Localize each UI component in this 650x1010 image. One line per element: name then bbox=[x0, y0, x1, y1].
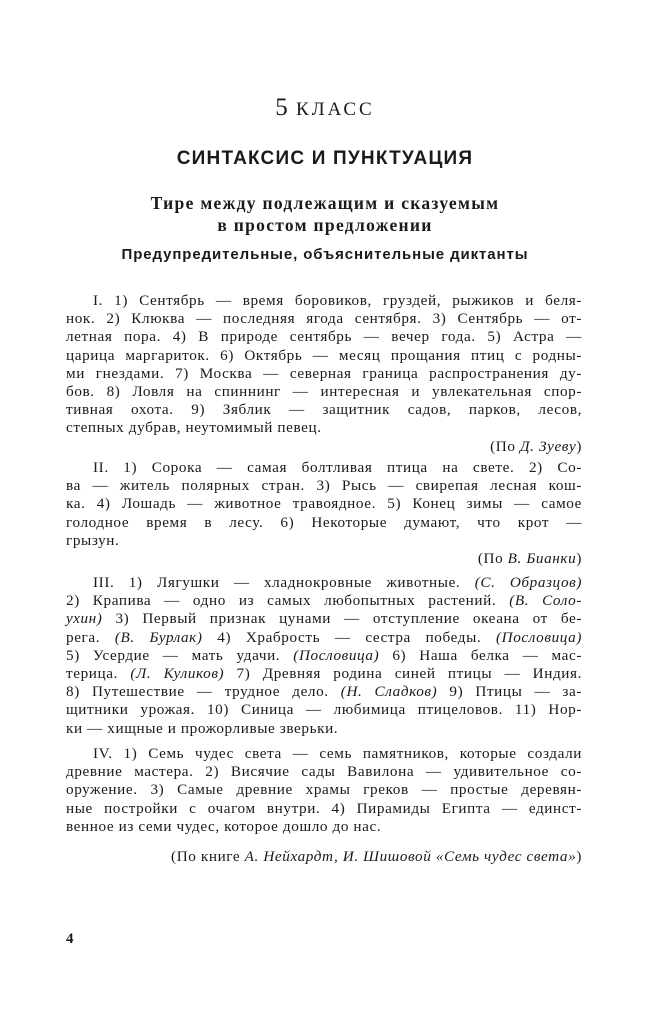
dictation-3 bbox=[66, 574, 582, 738]
source-attribution: (По Д. Зуеву) bbox=[490, 437, 582, 455]
topic-title-line-1: Тире между подлежащим и сказуемым bbox=[150, 193, 500, 213]
source-author: Д. Зуеву bbox=[519, 437, 577, 455]
text-line: венное из семи чудес, которое дошло до нас. bbox=[66, 817, 382, 835]
source-author: В. Бианки bbox=[507, 549, 577, 567]
source-attribution: (По книге А. Нейхардт, И. Шишовой «Семь чудес света») bbox=[171, 847, 582, 865]
dictation-1 bbox=[66, 292, 582, 456]
subtopic-title: Предупредительные, объяснительные диктанты bbox=[121, 246, 529, 263]
source-proverb: (Пословица) bbox=[496, 628, 582, 646]
text-line: ки — хищные и прожорливые зверьки. bbox=[66, 719, 339, 737]
text-line: III. 1) Лягушки — хладнокровные животные. (С. Образцов) bbox=[93, 574, 582, 591]
text-line: ми гнездами. 7) Москва — северная граница распространения ду- bbox=[66, 364, 582, 382]
text-line: ные постройки с очагом внутри. 4) Пирамиды Египта — единст- bbox=[66, 799, 582, 817]
text-line: царица маргариток. 6) Октябрь — месяц прощания птиц с родны- bbox=[66, 346, 582, 364]
text-line: щитники урожая. 10) Синица — любимица птицеловов. 11) Нор- bbox=[66, 701, 582, 719]
text-line: 2) Крапива — одно из самых любопытных растений. (В. Соло- bbox=[66, 592, 582, 610]
text-line: рега. (В. Бурлак) 4) Храбрость — сестра победы. (Пословица) bbox=[66, 628, 582, 646]
section-title: СИНТАКСИС И ПУНКТУАЦИЯ bbox=[176, 148, 474, 169]
source-author: (В. Бурлак) bbox=[114, 628, 203, 646]
source-author: (Н. Сладков) bbox=[340, 683, 438, 701]
grade-word: КЛАСС bbox=[296, 99, 375, 120]
text-line: II. 1) Сорока — самая болтливая птица на свете. 2) Со- bbox=[93, 459, 582, 476]
text-line: I. 1) Сентябрь — время боровиков, груздей, рыжиков и беля- bbox=[93, 292, 582, 309]
topic-title-line-2: в простом предложении bbox=[217, 215, 433, 235]
source-author: ухин) bbox=[66, 610, 103, 628]
text-line: голодное время в лесу. 6) Некоторые думают, что крот — bbox=[66, 513, 582, 531]
source-author: (В. Соло- bbox=[509, 592, 582, 610]
text-line: нок. 2) Клюква — последняя ягода сентября. 3) Сентябрь — от- bbox=[66, 310, 582, 328]
topic-title bbox=[0, 192, 650, 236]
source-author: (Л. Куликов) bbox=[130, 664, 225, 682]
source-proverb: (Пословица) bbox=[293, 646, 380, 664]
text-line: терица. (Л. Куликов) 7) Древняя родина синей птицы — Индия. bbox=[66, 664, 582, 682]
text-line: степных дубрав, неутомимый певец. bbox=[66, 419, 322, 437]
source-attribution: (По В. Бианки) bbox=[477, 549, 582, 567]
text-line: ка. 4) Лошадь — животное травоядное. 5) Конец зимы — самое bbox=[66, 495, 582, 513]
text-line: ухин) 3) Первый признак цунами — отступление океана от бе- bbox=[66, 610, 582, 628]
text-line: IV. 1) Семь чудес света — семь памятников, которые создали bbox=[93, 745, 582, 762]
grade-number: 5 bbox=[275, 94, 289, 121]
text-line: 5) Усердие — мать удачи. (Пословица) 6) Наша белка — мас- bbox=[66, 646, 582, 664]
text-line: тивная охота. 9) Зяблик — защитник садов, парков, лесов, bbox=[66, 401, 582, 419]
text-line: древние мастера. 2) Висячие сады Вавилона — удивительное со- bbox=[66, 763, 582, 781]
source-author: А. Нейхардт, И. Шишовой «Семь чудес света» bbox=[244, 847, 577, 865]
dictation-2 bbox=[66, 459, 582, 568]
text-line: ва — житель полярных стран. 3) Рысь — свирепая лесная кош- bbox=[66, 477, 582, 495]
grade-heading bbox=[0, 94, 650, 122]
text-line: грызун. bbox=[66, 531, 120, 549]
spacer bbox=[66, 836, 582, 848]
text-line: 8) Путешествие — трудное дело. (Н. Сладков) 9) Птицы — за- bbox=[66, 683, 582, 701]
source-author: (С. Образцов) bbox=[474, 574, 582, 591]
text-line: бов. 8) Ловля на спиннинг — интересная и увлекательная спор- bbox=[66, 382, 582, 400]
text-line: оружение. 3) Самые древние храмы греков — простые деревян- bbox=[66, 781, 582, 799]
page-number: 4 bbox=[66, 931, 74, 947]
dictation-4 bbox=[66, 745, 582, 866]
text-line: летная пора. 4) В природе сентябрь — вечер года. 5) Астра — bbox=[66, 328, 582, 346]
